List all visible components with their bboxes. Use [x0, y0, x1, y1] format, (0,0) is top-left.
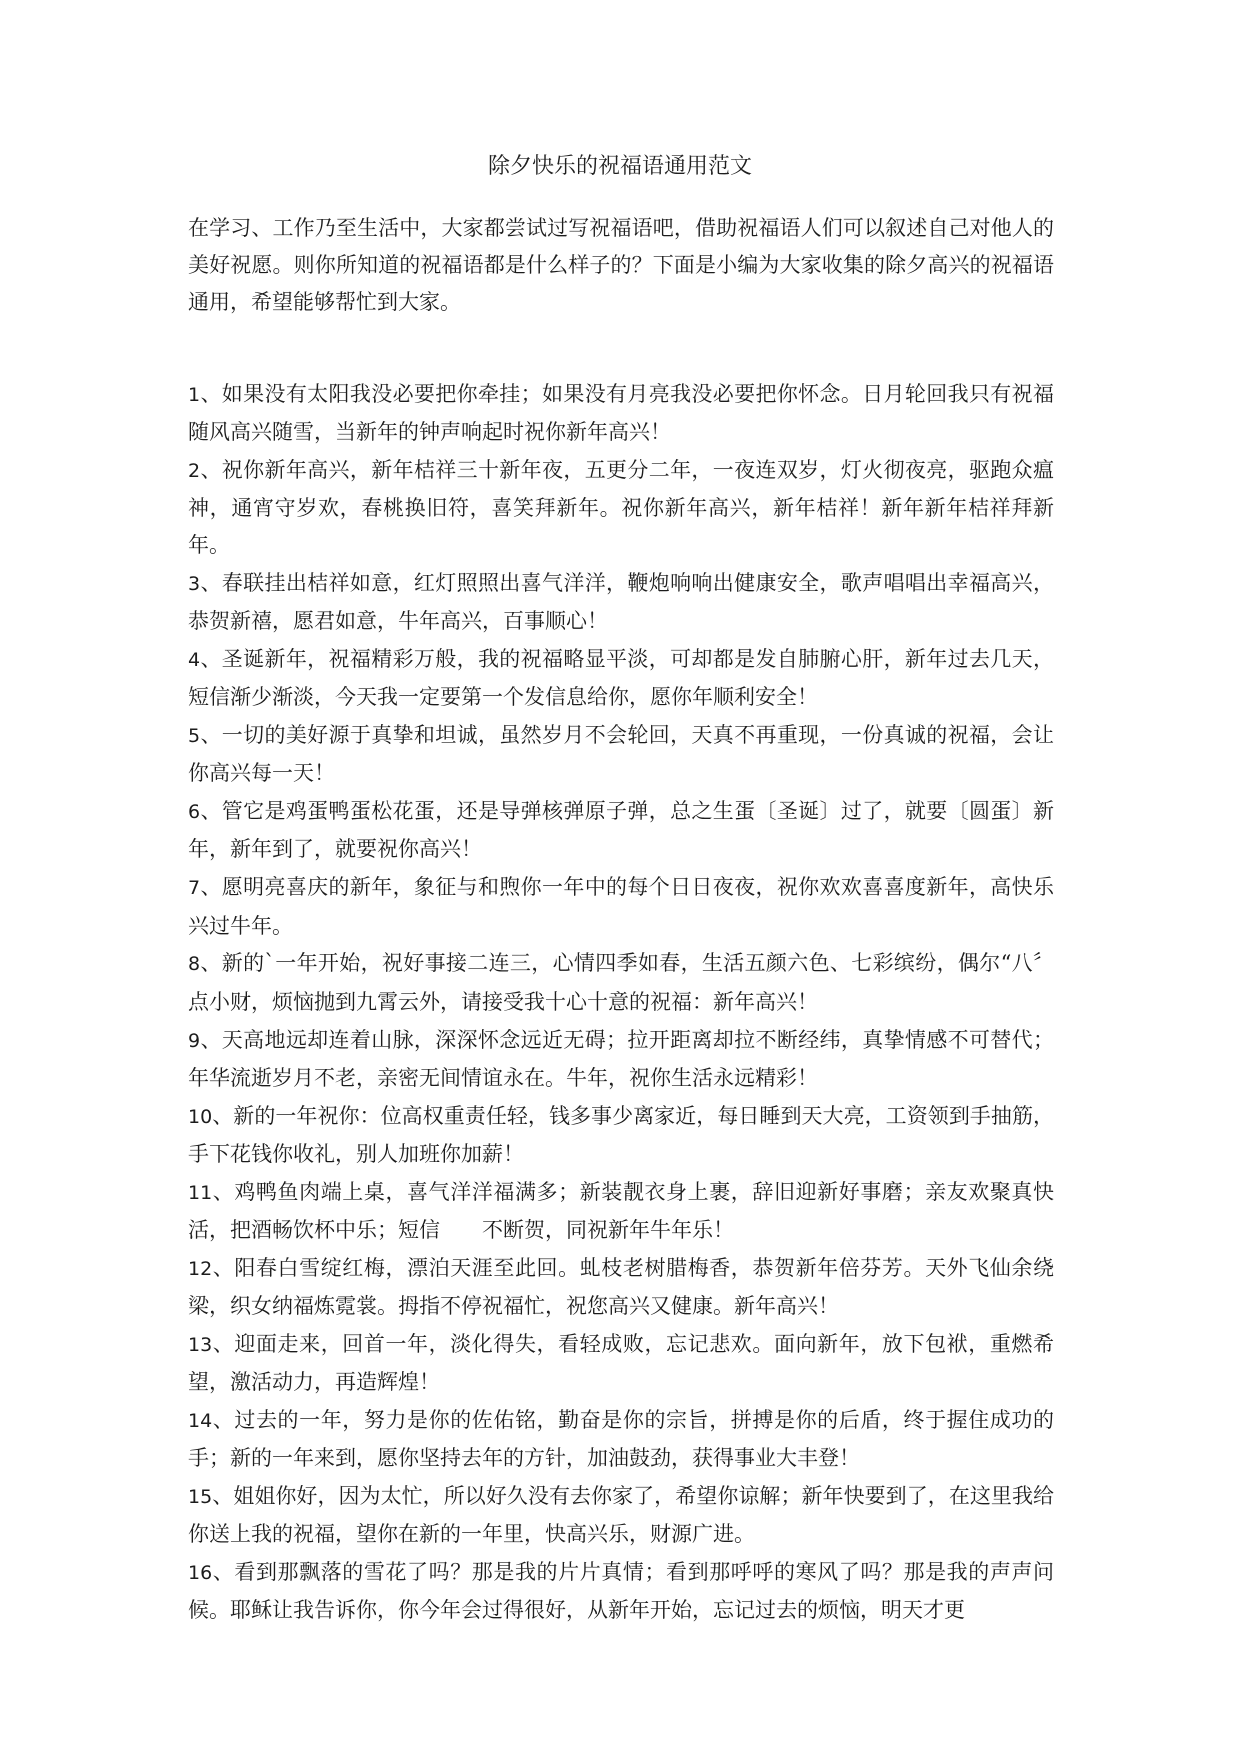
- list-item: [188, 1326, 1054, 1401]
- item-text: 、过去的一年，努力是你的佐佑铭，勤奋是你的宗旨，拼搏是你的后盾，终于握住成功的手；新的一年来到，愿你坚持去年的方针，加油鼓劲，获得事业大丰登！: [188, 1408, 1054, 1471]
- item-number: 1: [188, 383, 201, 406]
- item-text: 、管它是鸡蛋鸭蛋松花蛋，还是导弹核弹原子弹，总之生蛋〔圣诞〕过了，就要〔圆蛋〕新年，新年到了，就要祝你高兴！: [188, 799, 1054, 862]
- item-text: 、新的一年祝你：位高权重责任轻，钱多事少离家近，每日睡到天大亮，工资领到手抽筋，手下花钱你收礼，别人加班你加薪！: [188, 1103, 1054, 1166]
- list-item: [188, 945, 1054, 1020]
- item-number: 6: [188, 801, 201, 824]
- document-title: 除夕快乐的祝福语通用范文: [487, 154, 752, 179]
- list-item: [188, 1554, 1054, 1629]
- item-number: 3: [188, 573, 201, 595]
- list-item: [188, 452, 1054, 565]
- item-text: 、新的`一年开始，祝好事接二连三，心情四季如春，生活五颜六色、七彩缤纷，偶尔“八〞点小财，烦恼抛到九霄云外，请接受我十心十意的祝福：新年高兴！: [188, 951, 1054, 1014]
- list-item: [188, 1098, 1054, 1173]
- item-number: 16: [188, 1562, 213, 1585]
- paragraph-spacer: [188, 322, 1054, 376]
- item-text: 、愿明亮喜庆的新年，象征与和煦你一年中的每个日日夜夜，祝你欢欢喜喜度新年，高快乐兴过牛年。: [188, 875, 1054, 938]
- list-item: [188, 565, 1054, 640]
- list-item: [188, 717, 1054, 792]
- item-number: 2: [188, 459, 201, 482]
- item-number: 14: [188, 1410, 213, 1433]
- item-text: 、迎面走来，回首一年，淡化得失，看轻成败，忘记悲欢。面向新年，放下包袱，重燃希望，激活动力，再造辉煌！: [188, 1331, 1054, 1395]
- item-number: 5: [188, 725, 201, 748]
- item-number: 12: [188, 1257, 213, 1280]
- item-text: 、阳春白雪绽红梅，漂泊天涯至此回。虬枝老树腊梅香，恭贺新年倍芬芳。天外飞仙余绕梁，织女纳福炼霓裳。拇指不停祝福忙，祝您高兴又健康。新年高兴！: [188, 1255, 1054, 1319]
- item-text: 、祝你新年高兴，新年桔祥三十新年夜，五更分二年，一夜连双岁，灯火彻夜亮，驱跑众瘟神，通宵守岁欢，春桃换旧符，喜笑拜新年。祝你新年高兴，新年桔祥！新年新年桔祥拜新年。: [188, 457, 1054, 558]
- list-item: [188, 1478, 1054, 1553]
- document-body: [188, 210, 1054, 1630]
- item-text: 、如果没有太阳我没必要把你牵挂；如果没有月亮我没必要把你怀念。日月轮回我只有祝福随风高兴随雪，当新年的钟声响起时祝你新年高兴！: [188, 381, 1054, 444]
- list-item: [188, 1022, 1054, 1097]
- item-number: 7: [188, 877, 201, 900]
- item-text: 、一切的美好源于真挚和坦诚，虽然岁月不会轮回，天真不再重现，一份真诚的祝福，会让你高兴每一天！: [188, 723, 1054, 786]
- item-text: 、鸡鸭鱼肉端上桌，喜气洋洋福满多；新装靓衣身上裹，辞旧迎新好事磨；亲友欢聚真快活，把酒畅饮杯中乐；短信 不断贺，同祝新年牛年乐！: [188, 1179, 1054, 1242]
- list-item: [188, 869, 1054, 944]
- list-item: [188, 1174, 1054, 1249]
- item-number: 10: [188, 1105, 213, 1128]
- list-item: [188, 1402, 1054, 1477]
- item-text: 、春联挂出桔祥如意，红灯照照出喜气洋洋，鞭炮响响出健康安全，歌声唱唱出幸福高兴，恭贺新禧，愿君如意，牛年高兴，百事顺心！: [188, 571, 1054, 634]
- list-item: [188, 1250, 1054, 1325]
- item-number: 9: [188, 1029, 201, 1052]
- item-number: 11: [188, 1181, 213, 1204]
- item-number: 4: [188, 649, 201, 672]
- item-text: 、圣诞新年，祝福精彩万般，我的祝福略显平淡，可却都是发自肺腑心肝，新年过去几天，短信渐少渐淡，今天我一定要第一个发信息给你，愿你年顺利安全！: [188, 647, 1054, 710]
- list-item: [188, 641, 1054, 716]
- list-item: [188, 376, 1054, 451]
- item-number: 13: [188, 1333, 213, 1356]
- item-text: 、姐姐你好，因为太忙，所以好久没有去你家了，希望你谅解；新年快要到了，在这里我给你送上我的祝福，望你在新的一年里，快高兴乐，财源广进。: [188, 1484, 1054, 1547]
- list-item: [188, 793, 1054, 868]
- item-number: 8: [188, 953, 201, 976]
- item-text: 、看到那飘落的雪花了吗？那是我的片片真情；看到那呼呼的寒风了吗？那是我的声声问候。耶稣让我告诉你，你今年会过得很好，从新年开始，忘记过去的烦恼，明天才更: [188, 1560, 1054, 1623]
- item-number: 15: [188, 1486, 213, 1509]
- greeting-list: [188, 376, 1054, 1630]
- intro-paragraph: 在学习、工作乃至生活中，大家都尝试过写祝福语吧，借助祝福语人们可以叙述自己对他人的美好祝愿。则你所知道的祝福语都是什么样子的？下面是小编为大家收集的除夕高兴的祝福语通用，希望能够帮忙到大家。: [188, 216, 1054, 315]
- item-text: 、天高地远却连着山脉，深深怀念远近无碍；拉开距离却拉不断经纬，真挚情感不可替代；年华流逝岁月不老，亲密无间情谊永在。牛年，祝你生活永远精彩！: [188, 1027, 1054, 1090]
